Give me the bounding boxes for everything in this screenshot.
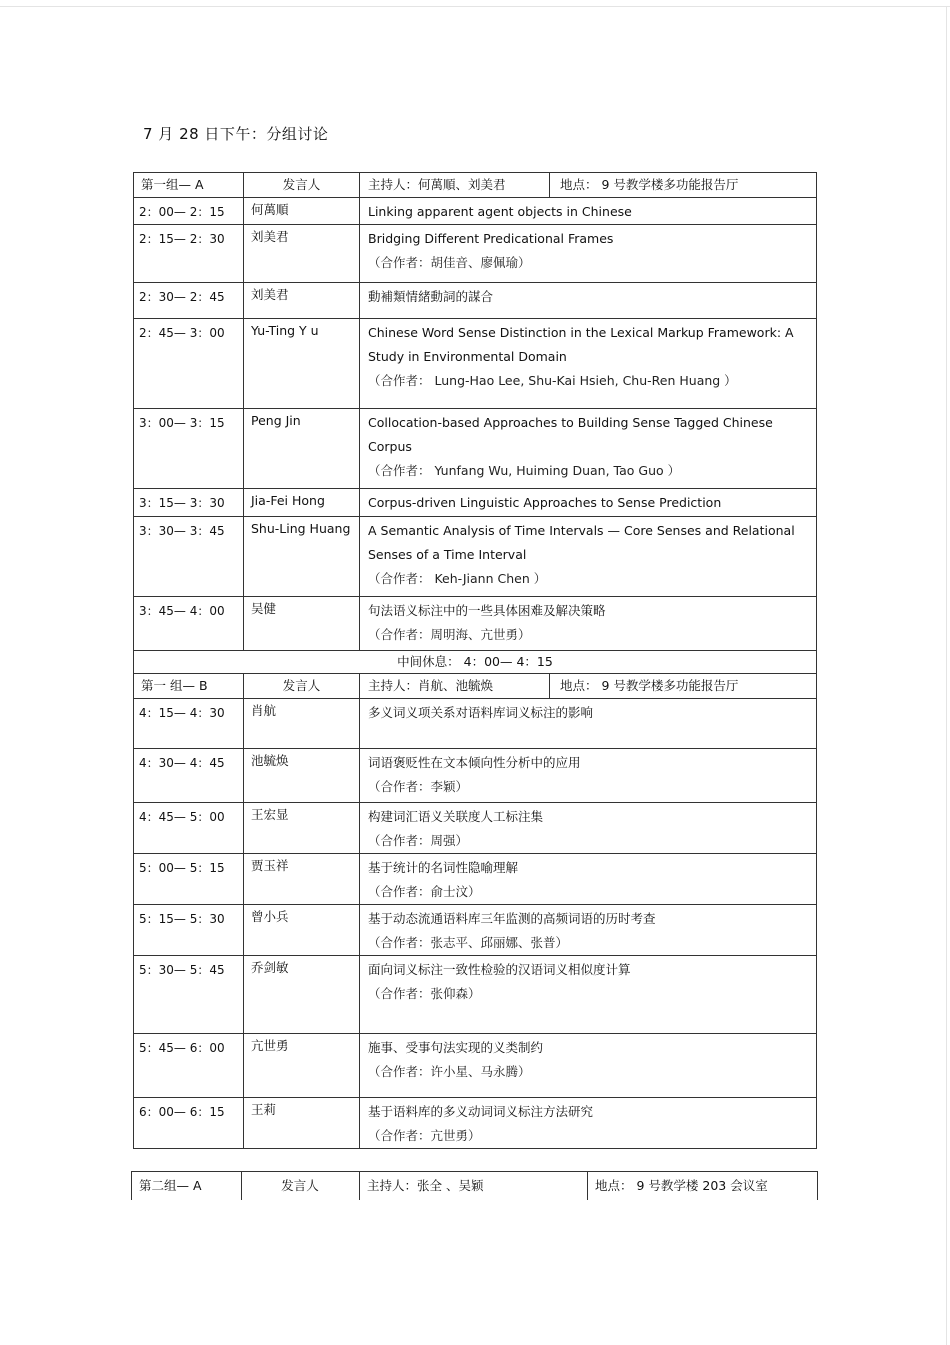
table-row	[134, 854, 817, 905]
session-time: 5：45— 6：00	[134, 1034, 244, 1098]
session-time: 6：00— 6：15	[134, 1098, 244, 1149]
page-right-border	[946, 6, 947, 1345]
paper-cell	[360, 854, 817, 905]
paper-title: A Semantic Analysis of Time Intervals — Core Senses and Relational Senses of a Time Interval	[368, 523, 795, 562]
table-row	[134, 319, 817, 409]
session-time: 5：00— 5：15	[134, 854, 244, 905]
paper-cell	[360, 1098, 817, 1149]
paper-cell	[360, 905, 817, 956]
session-location: 地点： 9 号教学楼多功能报告厅	[560, 177, 739, 192]
coauthors: （合作者：周明海、亢世勇）	[368, 627, 531, 642]
page-top-border	[0, 6, 950, 7]
speaker-column-header: 发言人	[244, 173, 360, 198]
table-row	[134, 803, 817, 854]
speaker-name: 王宏显	[244, 803, 360, 854]
paper-cell	[360, 517, 817, 597]
paper-cell	[360, 489, 817, 517]
session-time: 4：15— 4：30	[134, 699, 244, 749]
speaker-name: Peng Jin	[244, 409, 360, 489]
table-row	[134, 409, 817, 489]
session-host: 主持人：张全 、吴颖	[360, 1172, 588, 1201]
speaker-name: 刘美君	[244, 225, 360, 283]
session-location: 地点： 9 号教学楼 203 会议室	[588, 1172, 818, 1201]
table-row	[134, 517, 817, 597]
session-host: 主持人：肖航、池毓焕	[360, 674, 550, 698]
paper-title: Bridging Different Predicational Frames	[368, 231, 614, 246]
paper-cell	[360, 319, 817, 409]
speaker-name: Shu-Ling Huang	[244, 517, 360, 597]
speaker-name: 刘美君	[244, 283, 360, 319]
speaker-name: Jia-Fei Hong	[244, 489, 360, 517]
table-row	[134, 699, 817, 749]
speaker-name: 亢世勇	[244, 1034, 360, 1098]
paper-cell	[360, 749, 817, 803]
group-label: 第一组— A	[134, 173, 244, 198]
table-row	[134, 956, 817, 1034]
group-header-row	[134, 173, 817, 198]
break-text: 中间休息： 4：00— 4：15	[134, 651, 817, 674]
group-header-row	[134, 674, 817, 699]
paper-title: Linking apparent agent objects in Chinese	[368, 204, 632, 219]
coauthors: （合作者： Keh-Jiann Chen ）	[368, 571, 547, 586]
paper-title: 句法语义标注中的一些具体困难及解决策略	[368, 603, 606, 618]
schedule-table-group2	[131, 1171, 818, 1200]
session-time: 3：15— 3：30	[134, 489, 244, 517]
paper-title: Chinese Word Sense Distinction in the Lexical Markup Framework: A Study in Environmental Domain	[368, 325, 794, 364]
table-row	[134, 905, 817, 956]
table-row	[134, 198, 817, 225]
session-time: 3：30— 3：45	[134, 517, 244, 597]
paper-title: 基于语料库的多义动词词义标注方法研究	[368, 1104, 594, 1119]
session-host: 主持人：何萬順、刘美君	[360, 173, 550, 197]
session-time: 2：15— 2：30	[134, 225, 244, 283]
coauthors: （合作者：李颖）	[368, 779, 469, 794]
paper-cell	[360, 597, 817, 651]
coauthors: （合作者：俞士汶）	[368, 884, 481, 899]
group-label: 第二组— A	[132, 1172, 242, 1201]
speaker-name: 贾玉祥	[244, 854, 360, 905]
session-time: 5：30— 5：45	[134, 956, 244, 1034]
paper-title: 构建词汇语义关联度人工标注集	[368, 809, 544, 824]
paper-title: 動補類情緒動詞的謀合	[368, 289, 494, 304]
coauthors: （合作者：亢世勇）	[368, 1128, 481, 1143]
schedule-table-group1	[133, 172, 817, 1149]
group-label: 第一 组— B	[134, 674, 244, 699]
session-location: 地点： 9 号教学楼多功能报告厅	[560, 678, 739, 693]
paper-cell	[360, 803, 817, 854]
session-time: 3：00— 3：15	[134, 409, 244, 489]
paper-cell	[360, 409, 817, 489]
table-row	[134, 225, 817, 283]
paper-title: 基于统计的名词性隐喻理解	[368, 860, 519, 875]
paper-cell	[360, 699, 817, 749]
speaker-name: 乔剑敏	[244, 956, 360, 1034]
coauthors: （合作者：周强）	[368, 833, 469, 848]
session-time: 5：15— 5：30	[134, 905, 244, 956]
speaker-name: 曾小兵	[244, 905, 360, 956]
break-row	[134, 651, 817, 674]
table-row	[134, 1098, 817, 1149]
speaker-name: 王莉	[244, 1098, 360, 1149]
paper-cell	[360, 1034, 817, 1098]
coauthors: （合作者： Yunfang Wu, Huiming Duan, Tao Guo ）	[368, 463, 681, 478]
paper-title: 面向词义标注一致性检验的汉语词义相似度计算	[368, 962, 631, 977]
speaker-column-header: 发言人	[242, 1172, 360, 1201]
speaker-name: 肖航	[244, 699, 360, 749]
paper-cell	[360, 283, 817, 319]
coauthors: （合作者： Lung-Hao Lee, Shu-Kai Hsieh, Chu-Ren Huang ）	[368, 373, 737, 388]
table-row	[134, 597, 817, 651]
paper-title: Collocation-based Approaches to Building Sense Tagged Chinese Corpus	[368, 415, 773, 454]
page-title: 7 月 28 日下午：分组讨论	[143, 125, 329, 143]
paper-title: 词语褒贬性在文本倾向性分析中的应用	[368, 755, 581, 770]
paper-title: 多义词义项关系对语料库词义标注的影响	[368, 705, 594, 720]
coauthors: （合作者：胡佳音、廖佩瑜）	[368, 255, 531, 270]
paper-cell	[360, 198, 817, 225]
coauthors: （合作者：张仰森）	[368, 986, 481, 1001]
session-time: 2：30— 2：45	[134, 283, 244, 319]
session-time: 4：45— 5：00	[134, 803, 244, 854]
speaker-name: Yu-Ting Y u	[244, 319, 360, 409]
speaker-name: 池毓焕	[244, 749, 360, 803]
paper-title: 施事、受事句法实现的义类制约	[368, 1040, 544, 1055]
paper-title: Corpus-driven Linguistic Approaches to Sense Prediction	[368, 495, 722, 510]
session-time: 3：45— 4：00	[134, 597, 244, 651]
paper-cell	[360, 225, 817, 283]
coauthors: （合作者：张志平、邱丽娜、张普）	[368, 935, 569, 950]
coauthors: （合作者：许小星、马永腾）	[368, 1064, 531, 1079]
speaker-name: 吴健	[244, 597, 360, 651]
session-time: 2：45— 3：00	[134, 319, 244, 409]
table-row	[134, 489, 817, 517]
paper-cell	[360, 956, 817, 1034]
table-row	[134, 1034, 817, 1098]
table-row	[134, 283, 817, 319]
session-time: 4：30— 4：45	[134, 749, 244, 803]
group-header-row	[132, 1172, 818, 1201]
session-time: 2：00— 2：15	[134, 198, 244, 225]
table-row	[134, 749, 817, 803]
speaker-name: 何萬順	[244, 198, 360, 225]
speaker-column-header: 发言人	[244, 674, 360, 699]
paper-title: 基于动态流通语料库三年监测的高频词语的历时考查	[368, 911, 656, 926]
